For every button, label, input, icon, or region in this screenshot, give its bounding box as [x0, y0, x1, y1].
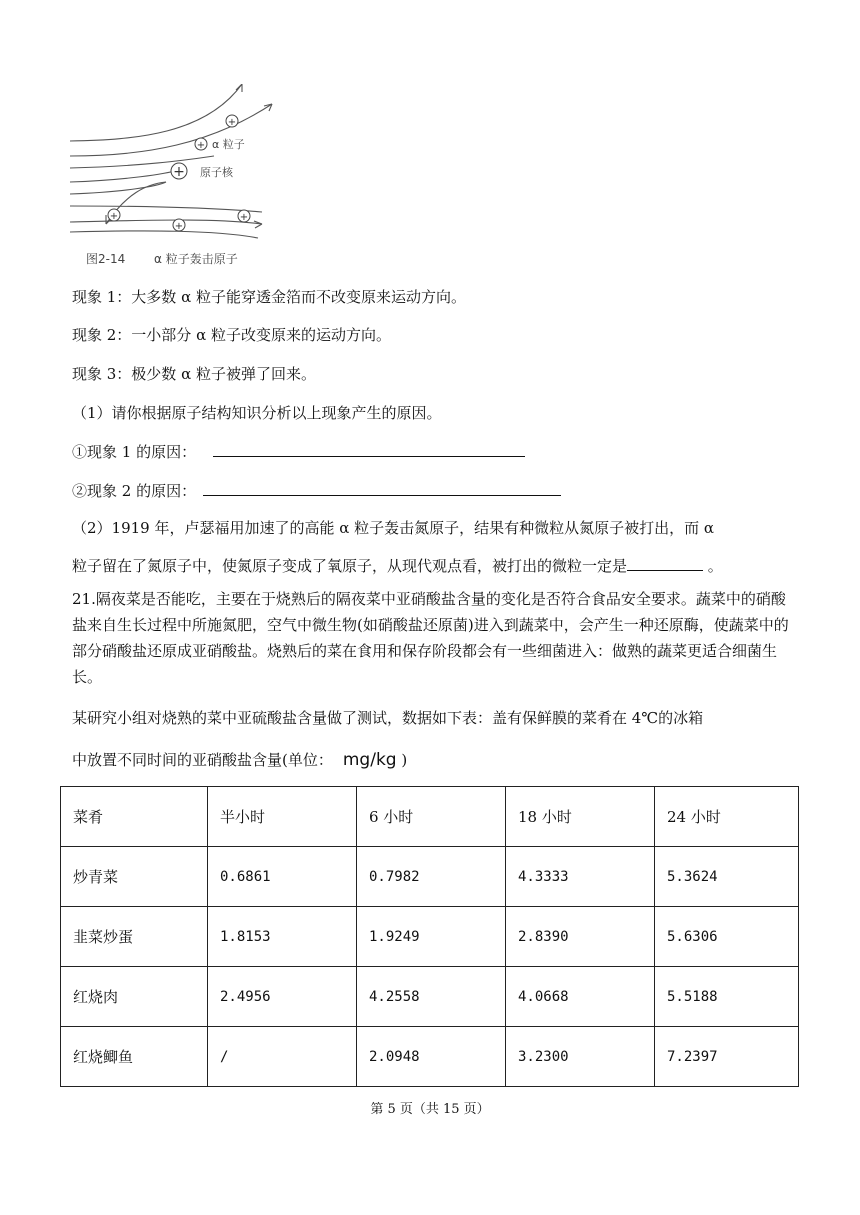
phenomenon-3: 现象 3：极少数 α 粒子被弹了回来。 — [72, 365, 316, 383]
nitrite-table — [60, 786, 799, 1087]
question-2-text: 粒子留在了氮原子中，使氮原子变成了氧原子，从现代观点看，被打出的微粒一定是 — [72, 557, 628, 575]
units-label: mg/kg — [342, 750, 397, 770]
plus-sign: + — [196, 140, 206, 151]
alpha-path-3 — [70, 156, 214, 168]
header-cell: 18 小时 — [506, 787, 655, 847]
nucleus-label: 原子核 — [200, 166, 233, 179]
table-cell: 2.8390 — [506, 907, 655, 967]
table-cell: 炒青菜 — [61, 847, 208, 907]
table-header-row — [61, 787, 799, 847]
plus-sign: + — [173, 164, 185, 180]
arrow-head — [254, 221, 262, 228]
table-cell: 5.5188 — [655, 967, 799, 1027]
plus-sign: + — [239, 212, 249, 223]
table-cell: 1.8153 — [208, 907, 357, 967]
question-1-prompt: （1）请你根据原子结构知识分析以上现象产生的原因。 — [72, 404, 442, 422]
alpha-path-4 — [70, 170, 178, 182]
answer-blank-1[interactable] — [213, 440, 525, 457]
phenomenon-1: 现象 1：大多数 α 粒子能穿透金箔而不改变原来运动方向。 — [72, 288, 466, 306]
q21-paragraph-1: 21.隔夜菜是否能吃，主要在于烧熟后的隔夜菜中亚硝酸盐含量的变化是否符合食品安全要求。蔬菜中的硝酸盐来自生长过程中所施氮肥，空气中微生物(如硝酸盐还原菌)进入到蔬菜中，会产生一种还原酶，使蔬菜中的部分硝酸盐还原成亚硝酸盐。烧熟后的菜在食用和保存阶段都会有一些细菌进入：做熟的蔬菜更适合细菌生长。 — [72, 590, 789, 686]
plus-sign: + — [174, 221, 184, 232]
table-cell: 4.0668 — [506, 967, 655, 1027]
q21-paragraph-3 — [72, 749, 407, 771]
alpha-scattering-diagram — [66, 84, 278, 270]
q21-paragraph-3-text: 中放置不同时间的亚硝酸盐含量(单位： — [72, 751, 333, 769]
plus-sign: + — [109, 211, 119, 222]
page-footer: 第 5 页（共 15 页） — [370, 1102, 490, 1117]
item-2-label: ②现象 2 的原因： — [72, 482, 197, 500]
answer-blank-2[interactable] — [203, 479, 561, 496]
header-cell: 24 小时 — [655, 787, 799, 847]
table-cell: 0.6861 — [208, 847, 357, 907]
plus-sign: + — [227, 117, 237, 128]
alpha-path-8 — [70, 231, 258, 238]
table-row — [61, 967, 799, 1027]
question-2-end: 。 — [703, 557, 723, 575]
table-cell: 韭菜炒蛋 — [61, 907, 208, 967]
question-1-item-2 — [72, 479, 561, 502]
table-cell: 2.0948 — [357, 1027, 506, 1087]
table-cell: / — [208, 1027, 357, 1087]
table-cell: 红烧鲫鱼 — [61, 1027, 208, 1087]
table-row — [61, 1027, 799, 1087]
item-1-label: ①现象 1 的原因： — [72, 443, 197, 461]
alpha-path-7 — [70, 220, 262, 224]
q21-paragraph-3-end: ) — [396, 751, 408, 769]
figure-caption: α 粒子轰击原子 — [154, 252, 238, 266]
answer-blank-3[interactable] — [627, 554, 703, 571]
table-cell: 7.2397 — [655, 1027, 799, 1087]
table-cell: 1.9249 — [357, 907, 506, 967]
table-cell: 红烧肉 — [61, 967, 208, 1027]
table-cell: 0.7982 — [357, 847, 506, 907]
figure-number: 图2-14 — [86, 252, 126, 266]
question-2-line-1: （2）1919 年，卢瑟福用加速了的高能 α 粒子轰击氮原子，结果有种微粒从氮原子被打出，而 α — [72, 519, 715, 537]
header-cell: 半小时 — [208, 787, 357, 847]
alpha-label: α 粒子 — [212, 138, 245, 151]
table-cell: 5.6306 — [655, 907, 799, 967]
alpha-path-6 — [70, 206, 262, 212]
table-cell: 4.3333 — [506, 847, 655, 907]
alpha-path-5 — [70, 182, 166, 194]
question-2-line-2 — [72, 554, 723, 577]
table-row — [61, 907, 799, 967]
q21-paragraph-2: 某研究小组对烧熟的菜中亚硫酸盐含量做了测试，数据如下表：盖有保鲜膜的菜肴在 4℃的冰箱 — [72, 709, 704, 727]
question-1-item-1 — [72, 440, 525, 463]
table-cell: 3.2300 — [506, 1027, 655, 1087]
alpha-scattering-figure — [66, 84, 278, 270]
phenomenon-2: 现象 2：一小部分 α 粒子改变原来的运动方向。 — [72, 326, 391, 344]
table-cell: 2.4956 — [208, 967, 357, 1027]
table-cell: 5.3624 — [655, 847, 799, 907]
table-row — [61, 847, 799, 907]
header-cell: 6 小时 — [357, 787, 506, 847]
table-cell: 4.2558 — [357, 967, 506, 1027]
header-cell: 菜肴 — [61, 787, 208, 847]
